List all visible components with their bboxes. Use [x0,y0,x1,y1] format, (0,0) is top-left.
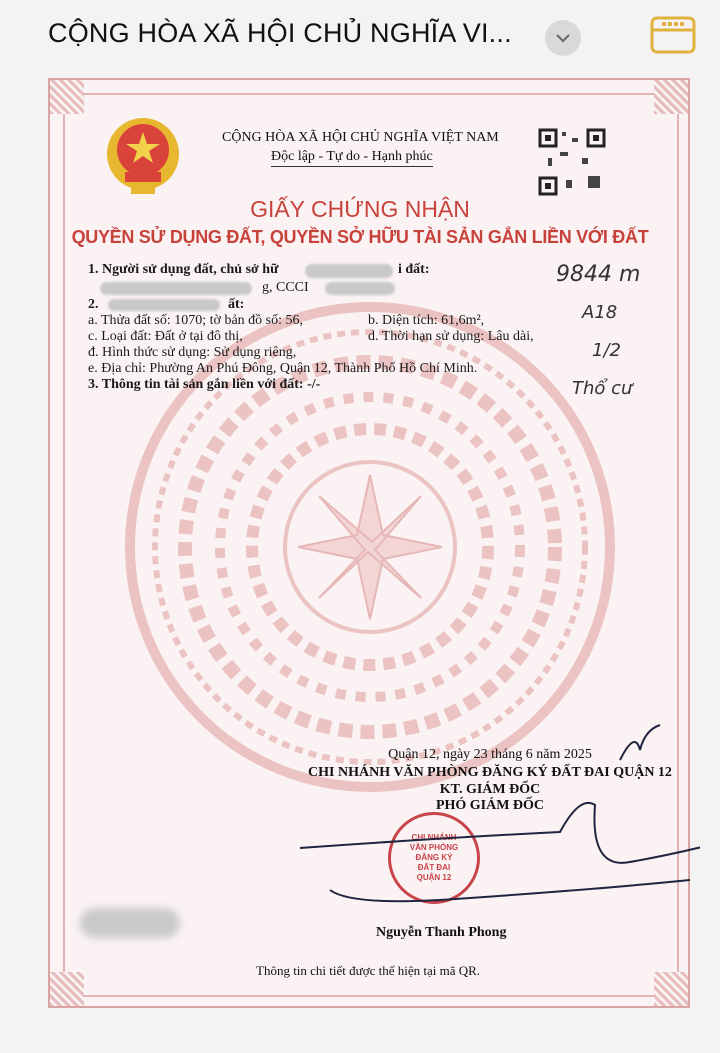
signer-position: PHÓ GIÁM ĐỐC [435,798,545,813]
issuing-office: CHI NHÁNH VĂN PHÒNG ĐĂNG KÝ ĐẤT ĐAI QUẬN 12 [308,765,672,780]
title-menu-button[interactable] [545,20,581,56]
signer-name: Nguyễn Thanh Phong [376,925,507,940]
qr-code [538,128,606,196]
certificate-subtitle: QUYỀN SỬ DỤNG ĐẤT, QUYỀN SỞ HỮU TÀI SẢN GẮN LIỀN VỚI ĐẤT [71,227,649,247]
handwritten-note: 9844 m [556,262,641,287]
redaction-blur [325,282,395,295]
usage-form: đ. Hình thức sử dụng: Sử dụng riêng, [88,345,297,360]
address: e. Địa chỉ: Phường An Phú Đông, Quận 12, Thành Phố Hồ Chí Minh. [88,361,478,376]
stamp-line: QUẬN 12 [416,873,452,882]
chevron-down-icon [555,33,571,43]
redaction-blur [80,908,180,938]
stamp-line: CHI NHÁNH [411,833,457,842]
stamp-line: ĐẤT ĐAI [417,863,451,872]
border-ornament [654,972,688,1006]
redaction-blur [108,299,220,311]
country-name: CỘNG HÒA XÃ HỘI CHỦ NGHĨA VIỆT NAM [222,130,499,145]
parcel-number: a. Thửa đất số: 1070; tờ bản đồ số: 56, [88,313,303,328]
section-2-label-end: ất: [228,297,245,312]
border-ornament [50,972,84,1006]
reader-view-icon[interactable] [650,16,696,54]
viewer-header [0,0,720,75]
land-type: c. Loại đất: Đất ở tại đô thị, [88,329,243,344]
section-2-label: 2. [88,297,99,312]
section-3-assets: 3. Thông tin tài sản gắn liền với đất: -/- [88,377,321,392]
redaction-blur [100,282,252,295]
signer-position-kt: KT. GIÁM ĐỐC [439,782,541,797]
handwritten-signature [290,720,700,920]
handwritten-note: A18 [582,302,618,323]
document-title: CỘNG HÒA XÃ HỘI CHỦ NGHĨA VI... [48,18,512,48]
redaction-blur [305,264,393,278]
certificate-title: GIẤY CHỨNG NHẬN [250,196,470,222]
border-ornament [50,80,84,114]
qr-info-footer: Thông tin chi tiết được thể hiện tại mã QR. [256,963,481,978]
stamp-line: VĂN PHÒNG [409,843,459,852]
usage-term: d. Thời hạn sử dụng: Lâu dài, [368,329,534,344]
national-emblem-icon [103,116,183,198]
section-1-label-end: i đất: [398,262,430,277]
border-ornament [654,80,688,114]
handwritten-note: Thổ cư [572,378,633,399]
motto: Độc lập - Tự do - Hạnh phúc [271,149,433,167]
section-1-label: 1. Người sử dụng đất, chủ sở hữ [88,262,279,277]
handwritten-note: 1/2 [592,340,621,361]
issue-date: Quận 12, ngày 23 tháng 6 năm 2025 [388,747,592,762]
stamp-line: ĐĂNG KÝ [415,853,453,862]
owner-id-fragment: g, CCCI [262,280,309,295]
land-area: b. Diện tích: 61,6m², [368,313,485,328]
